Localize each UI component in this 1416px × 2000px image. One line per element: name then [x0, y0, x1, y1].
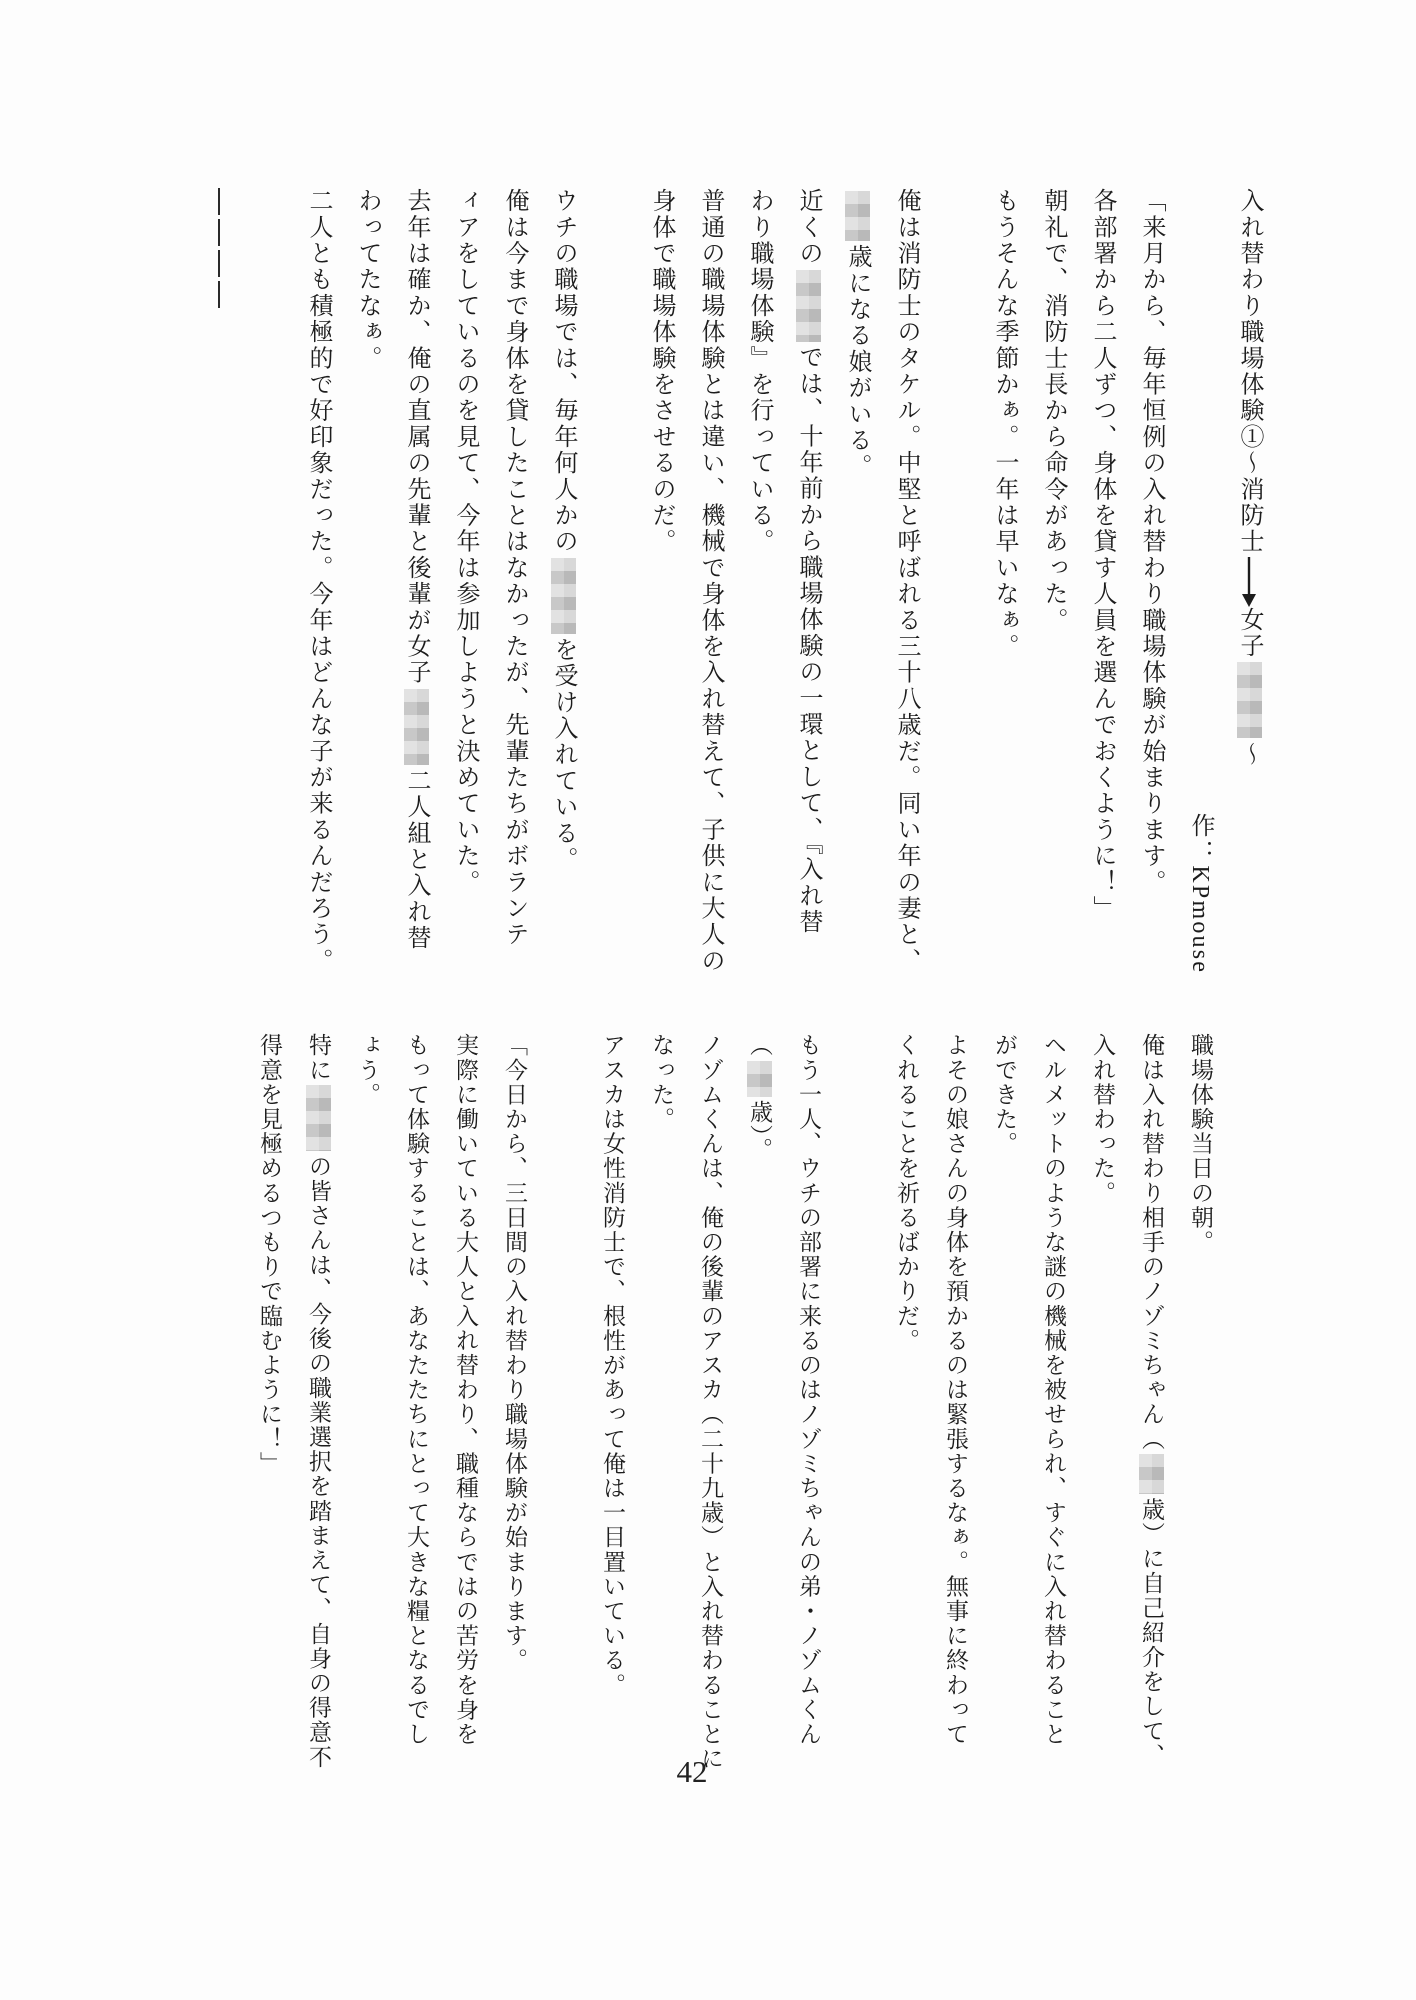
text-column: 去年は確か、俺の直属の先輩と後輩が女子二人組と入れ替 [403, 188, 429, 952]
censor-mosaic-block [845, 191, 870, 241]
text-column: ノゾムくんは、俺の後輩のアスカ（二十九歳）と入れ替わることに [698, 1033, 723, 1771]
censor-mosaic-block [796, 270, 821, 342]
text-column: わってたなぁ。 [354, 188, 380, 372]
text-column: ウチの職場では、毎年何人かのを受け入れている。 [550, 188, 576, 873]
text-column: わり職場体験』を行っている。 [746, 188, 772, 555]
text-column: 入れ替わった。 [1090, 1033, 1115, 1206]
text-column: もうそんな季節かぁ。一年は早いなぁ。 [991, 188, 1017, 660]
text-column: 俺は入れ替わり相手のノゾミちゃん（歳）に自己紹介をして、 [1139, 1033, 1164, 1768]
text-column: 特にの皆さんは、今後の職業選択を踏まえて、自身の得意不 [306, 1033, 331, 1770]
text-column: 歳になる娘がいる。 [842, 188, 872, 974]
text-column: 「来月から、毎年恒例の入れ替わり職場体験が始まります。 [1138, 188, 1164, 896]
text-column: もう一人、ウチの部署に来るのはノゾミちゃんの弟・ノゾムくん [796, 1033, 821, 1747]
censor-mosaic-block [1237, 662, 1262, 738]
text-column: ヘルメットのような謎の機械を被せられ、すぐに入れ替わること [1041, 1033, 1066, 1747]
text-column: ょう。 [355, 1033, 380, 1107]
text-column: もって体験することは、あなたたちにとって大きな糧となるでし [404, 1033, 429, 1747]
text-column: 俺は消防士のタケル。中堅と呼ばれる三十八歳だ。同い年の妻と、 [893, 188, 919, 974]
text-column: （歳）。 [747, 1033, 772, 1162]
text-column: 普通の職場体験とは違い、機械で身体を入れ替えて、子供に大人の [697, 188, 723, 974]
censor-mosaic-block [551, 558, 576, 634]
text-column: ができた。 [992, 1033, 1017, 1156]
censor-mosaic-block [747, 1061, 772, 1097]
censor-mosaic-block [404, 689, 429, 765]
text-column: 俺は今まで身体を貸したことはなかったが、先輩たちがボランテ [501, 188, 527, 948]
text-column: 各部署から二人ずつ、身体を貸す人員を選んでおくように！」 [1089, 188, 1115, 922]
text-column: アスカは女性消防士で、根性があって俺は一目置いている。 [600, 1033, 625, 1698]
text-column: 身体で職場体験をさせるのだ。 [648, 188, 674, 555]
censor-mosaic-block [306, 1085, 331, 1151]
text-column: 朝礼で、消防士長から命令があった。 [1040, 188, 1066, 634]
page-number: 42 [676, 1754, 708, 1789]
text-column: ィアをしているのを見て、今年は参加しようと決めていた。 [452, 188, 478, 896]
text-column: 「今日から、三日間の入れ替わり職場体験が始まります。 [502, 1033, 527, 1673]
author-credit: 作：KPmouse [1187, 812, 1213, 974]
text-column: よその娘さんの身体を預かるのは緊張するなぁ。無事に終わって [943, 1033, 968, 1747]
text-column: 実際に働いている大人と入れ替わり、職種ならではの苦労を身を [453, 1033, 478, 1747]
text-column: 二人とも積極的で好印象だった。今年はどんな子が来るんだろう。 [305, 188, 331, 974]
story-title: 入れ替わり職場体験①～消防士女子～ [1236, 188, 1262, 768]
text-column: 得意を見極めるつもりで臨むように！」 [257, 1033, 282, 1476]
text-column: くれることを祈るばかりだ。 [894, 1033, 919, 1353]
text-column: 職場体験当日の朝。 [1188, 1033, 1213, 1255]
censor-mosaic-block [1139, 1454, 1164, 1494]
scene-break-rule [218, 188, 220, 312]
text-column: 近くのでは、十年前から職場体験の一環として、『入れ替 [795, 188, 821, 936]
text-column: なった。 [649, 1033, 674, 1132]
down-arrow-icon [1240, 555, 1264, 607]
